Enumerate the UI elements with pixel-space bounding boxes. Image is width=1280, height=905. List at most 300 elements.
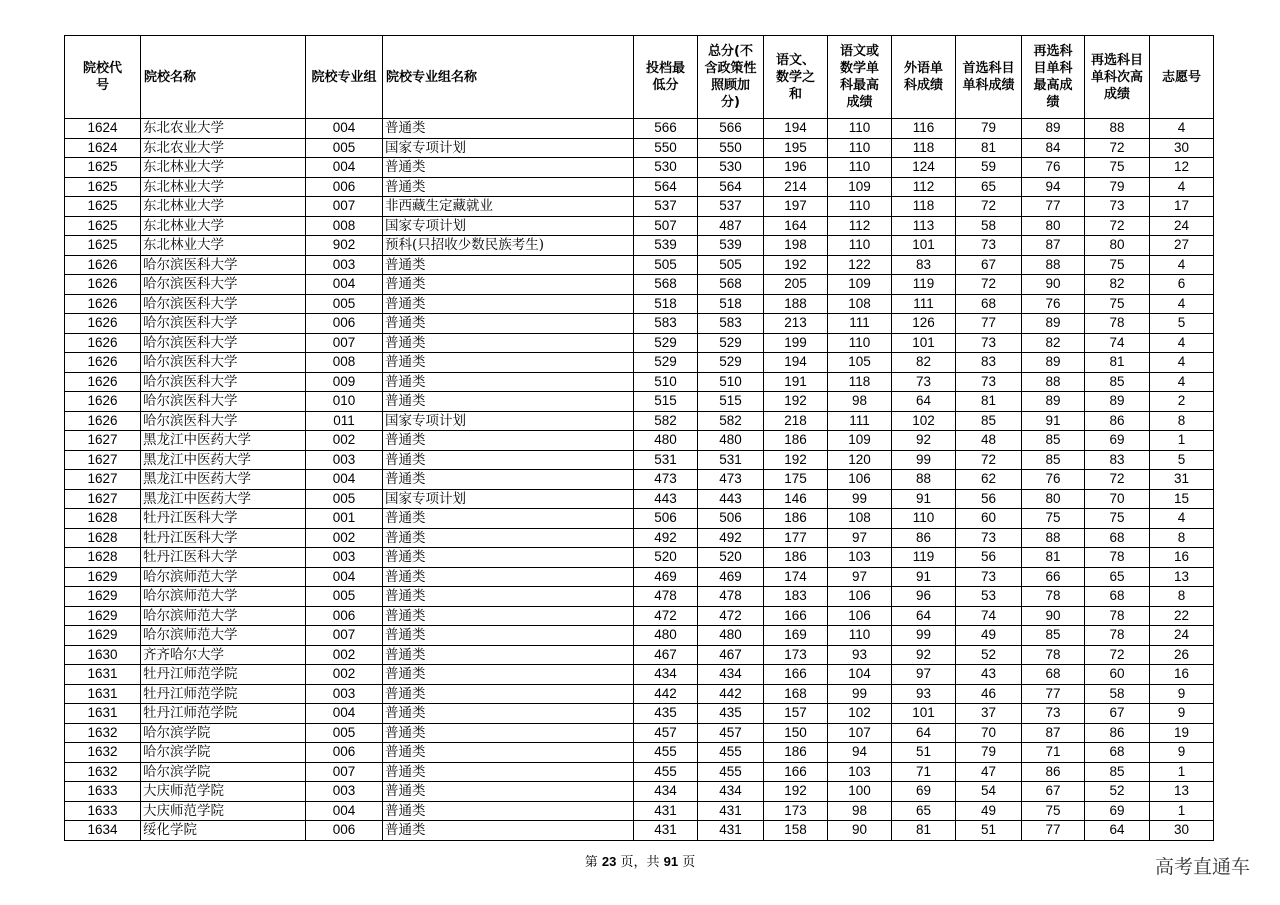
cell-major-group-name: 普通类	[383, 528, 634, 548]
cell-school-name: 东北林业大学	[141, 158, 306, 178]
cell-reselect-second: 72	[1085, 470, 1150, 490]
cell-school-code: 1629	[65, 606, 141, 626]
table-row	[65, 470, 1214, 490]
table-row	[65, 431, 1214, 451]
table-row	[65, 606, 1214, 626]
cell-school-name: 牡丹江医科大学	[141, 528, 306, 548]
cell-min-score: 531	[634, 450, 698, 470]
cell-foreign-language: 126	[892, 314, 956, 334]
cell-preference-number: 12	[1150, 158, 1214, 178]
cell-preference-number: 16	[1150, 548, 1214, 568]
cell-single-subject-max: 104	[828, 665, 892, 685]
cell-chinese-math-sum: 205	[764, 275, 828, 295]
cell-chinese-math-sum: 146	[764, 489, 828, 509]
cell-major-group: 003	[306, 450, 383, 470]
cell-school-name: 哈尔滨师范大学	[141, 626, 306, 646]
cell-preference-number: 6	[1150, 275, 1214, 295]
cell-preference-number: 22	[1150, 606, 1214, 626]
cell-foreign-language: 65	[892, 801, 956, 821]
cell-total-score: 505	[698, 255, 764, 275]
cell-major-group: 008	[306, 216, 383, 236]
cell-reselect-max: 77	[1022, 821, 1085, 841]
cell-reselect-max: 71	[1022, 743, 1085, 763]
header-reselect-second: 再选科目单科次高成绩	[1085, 36, 1150, 119]
cell-major-group-name: 普通类	[383, 548, 634, 568]
cell-major-group: 006	[306, 606, 383, 626]
footer-prefix: 第	[584, 855, 598, 870]
cell-reselect-max: 86	[1022, 762, 1085, 782]
cell-reselect-max: 76	[1022, 294, 1085, 314]
cell-reselect-second: 58	[1085, 684, 1150, 704]
cell-min-score: 431	[634, 801, 698, 821]
cell-single-subject-max: 99	[828, 684, 892, 704]
cell-preference-number: 1	[1150, 431, 1214, 451]
cell-foreign-language: 73	[892, 372, 956, 392]
cell-major-group-name: 国家专项计划	[383, 138, 634, 158]
cell-preference-number: 2	[1150, 392, 1214, 412]
cell-foreign-language: 119	[892, 275, 956, 295]
header-preference-number: 志愿号	[1150, 36, 1214, 119]
cell-total-score: 443	[698, 489, 764, 509]
cell-chinese-math-sum: 214	[764, 177, 828, 197]
cell-preference-number: 9	[1150, 684, 1214, 704]
cell-min-score: 472	[634, 606, 698, 626]
cell-major-group-name: 普通类	[383, 782, 634, 802]
cell-reselect-second: 79	[1085, 177, 1150, 197]
cell-preference-number: 13	[1150, 567, 1214, 587]
cell-major-group: 005	[306, 723, 383, 743]
cell-foreign-language: 99	[892, 450, 956, 470]
cell-foreign-language: 101	[892, 236, 956, 256]
cell-single-subject-max: 122	[828, 255, 892, 275]
cell-foreign-language: 112	[892, 177, 956, 197]
table-row	[65, 762, 1214, 782]
cell-reselect-second: 67	[1085, 704, 1150, 724]
cell-major-group-name: 普通类	[383, 684, 634, 704]
cell-foreign-language: 116	[892, 119, 956, 139]
cell-single-subject-max: 110	[828, 138, 892, 158]
cell-foreign-language: 88	[892, 470, 956, 490]
cell-school-name: 牡丹江师范学院	[141, 684, 306, 704]
cell-chinese-math-sum: 186	[764, 509, 828, 529]
table-row	[65, 138, 1214, 158]
cell-chinese-math-sum: 169	[764, 626, 828, 646]
cell-major-group: 007	[306, 626, 383, 646]
cell-min-score: 529	[634, 333, 698, 353]
cell-reselect-max: 89	[1022, 392, 1085, 412]
cell-preference-number: 1	[1150, 801, 1214, 821]
cell-reselect-second: 75	[1085, 294, 1150, 314]
cell-single-subject-max: 94	[828, 743, 892, 763]
cell-min-score: 442	[634, 684, 698, 704]
header-total-score: 总分(不含政策性照顾加分)	[698, 36, 764, 119]
cell-reselect-max: 94	[1022, 177, 1085, 197]
table-row	[65, 333, 1214, 353]
admission-score-table	[64, 35, 1214, 841]
cell-first-choice-subject: 53	[956, 587, 1022, 607]
cell-foreign-language: 86	[892, 528, 956, 548]
cell-reselect-second: 75	[1085, 509, 1150, 529]
cell-foreign-language: 91	[892, 489, 956, 509]
cell-reselect-second: 86	[1085, 411, 1150, 431]
cell-major-group: 007	[306, 333, 383, 353]
cell-min-score: 506	[634, 509, 698, 529]
cell-reselect-max: 77	[1022, 684, 1085, 704]
cell-major-group: 007	[306, 762, 383, 782]
cell-chinese-math-sum: 192	[764, 392, 828, 412]
cell-single-subject-max: 109	[828, 431, 892, 451]
cell-school-code: 1626	[65, 294, 141, 314]
cell-reselect-max: 82	[1022, 333, 1085, 353]
cell-min-score: 443	[634, 489, 698, 509]
cell-school-name: 哈尔滨医科大学	[141, 314, 306, 334]
cell-total-score: 467	[698, 645, 764, 665]
cell-total-score: 529	[698, 353, 764, 373]
cell-chinese-math-sum: 173	[764, 645, 828, 665]
cell-preference-number: 16	[1150, 665, 1214, 685]
table-row	[65, 528, 1214, 548]
cell-first-choice-subject: 74	[956, 606, 1022, 626]
cell-reselect-max: 80	[1022, 216, 1085, 236]
cell-reselect-max: 88	[1022, 528, 1085, 548]
cell-school-code: 1627	[65, 431, 141, 451]
cell-major-group: 006	[306, 821, 383, 841]
cell-school-code: 1630	[65, 645, 141, 665]
cell-preference-number: 24	[1150, 216, 1214, 236]
cell-school-code: 1627	[65, 470, 141, 490]
table-row	[65, 158, 1214, 178]
table-row	[65, 665, 1214, 685]
header-foreign-language: 外语单科成绩	[892, 36, 956, 119]
table-row	[65, 587, 1214, 607]
cell-chinese-math-sum: 157	[764, 704, 828, 724]
cell-school-name: 哈尔滨医科大学	[141, 333, 306, 353]
cell-major-group: 005	[306, 587, 383, 607]
cell-foreign-language: 64	[892, 606, 956, 626]
cell-reselect-max: 75	[1022, 509, 1085, 529]
cell-first-choice-subject: 73	[956, 528, 1022, 548]
table-row	[65, 216, 1214, 236]
cell-reselect-max: 90	[1022, 606, 1085, 626]
cell-first-choice-subject: 49	[956, 626, 1022, 646]
cell-total-score: 478	[698, 587, 764, 607]
cell-chinese-math-sum: 175	[764, 470, 828, 490]
cell-chinese-math-sum: 198	[764, 236, 828, 256]
cell-foreign-language: 92	[892, 431, 956, 451]
cell-total-score: 518	[698, 294, 764, 314]
cell-single-subject-max: 98	[828, 392, 892, 412]
cell-total-score: 469	[698, 567, 764, 587]
cell-school-name: 绥化学院	[141, 821, 306, 841]
cell-chinese-math-sum: 158	[764, 821, 828, 841]
cell-reselect-max: 78	[1022, 587, 1085, 607]
cell-chinese-math-sum: 183	[764, 587, 828, 607]
watermark-text: 高考直通车	[1154, 856, 1250, 878]
cell-foreign-language: 97	[892, 665, 956, 685]
cell-preference-number: 24	[1150, 626, 1214, 646]
cell-single-subject-max: 108	[828, 294, 892, 314]
cell-reselect-max: 78	[1022, 645, 1085, 665]
cell-first-choice-subject: 47	[956, 762, 1022, 782]
cell-school-code: 1625	[65, 216, 141, 236]
cell-preference-number: 4	[1150, 119, 1214, 139]
cell-major-group-name: 普通类	[383, 567, 634, 587]
cell-major-group-name: 普通类	[383, 392, 634, 412]
cell-single-subject-max: 97	[828, 567, 892, 587]
cell-reselect-second: 68	[1085, 528, 1150, 548]
cell-single-subject-max: 108	[828, 509, 892, 529]
cell-major-group-name: 普通类	[383, 353, 634, 373]
cell-first-choice-subject: 77	[956, 314, 1022, 334]
cell-min-score: 582	[634, 411, 698, 431]
cell-preference-number: 4	[1150, 255, 1214, 275]
cell-school-name: 东北林业大学	[141, 197, 306, 217]
cell-reselect-max: 89	[1022, 353, 1085, 373]
cell-school-code: 1626	[65, 372, 141, 392]
cell-chinese-math-sum: 150	[764, 723, 828, 743]
cell-school-name: 牡丹江师范学院	[141, 665, 306, 685]
cell-school-code: 1633	[65, 782, 141, 802]
cell-chinese-math-sum: 188	[764, 294, 828, 314]
cell-major-group: 006	[306, 177, 383, 197]
cell-reselect-max: 85	[1022, 450, 1085, 470]
cell-school-code: 1631	[65, 704, 141, 724]
cell-school-code: 1624	[65, 138, 141, 158]
cell-min-score: 480	[634, 626, 698, 646]
cell-min-score: 537	[634, 197, 698, 217]
cell-school-name: 牡丹江师范学院	[141, 704, 306, 724]
cell-preference-number: 1	[1150, 762, 1214, 782]
cell-school-code: 1629	[65, 626, 141, 646]
table-row	[65, 489, 1214, 509]
cell-foreign-language: 51	[892, 743, 956, 763]
cell-major-group: 005	[306, 138, 383, 158]
cell-major-group-name: 普通类	[383, 255, 634, 275]
cell-school-code: 1627	[65, 450, 141, 470]
cell-min-score: 431	[634, 821, 698, 841]
cell-major-group-name: 非西藏生定藏就业	[383, 197, 634, 217]
cell-chinese-math-sum: 186	[764, 548, 828, 568]
cell-major-group: 005	[306, 489, 383, 509]
cell-reselect-second: 60	[1085, 665, 1150, 685]
table-row	[65, 548, 1214, 568]
cell-preference-number: 17	[1150, 197, 1214, 217]
cell-major-group-name: 普通类	[383, 294, 634, 314]
cell-major-group: 011	[306, 411, 383, 431]
cell-preference-number: 4	[1150, 372, 1214, 392]
cell-single-subject-max: 100	[828, 782, 892, 802]
cell-preference-number: 8	[1150, 587, 1214, 607]
cell-min-score: 539	[634, 236, 698, 256]
cell-major-group: 006	[306, 314, 383, 334]
cell-foreign-language: 111	[892, 294, 956, 314]
cell-major-group: 004	[306, 567, 383, 587]
cell-single-subject-max: 90	[828, 821, 892, 841]
cell-school-name: 黑龙江中医药大学	[141, 431, 306, 451]
cell-major-group-name: 普通类	[383, 821, 634, 841]
cell-chinese-math-sum: 166	[764, 762, 828, 782]
cell-min-score: 566	[634, 119, 698, 139]
cell-min-score: 520	[634, 548, 698, 568]
cell-major-group-name: 普通类	[383, 665, 634, 685]
cell-reselect-max: 80	[1022, 489, 1085, 509]
cell-single-subject-max: 110	[828, 158, 892, 178]
cell-foreign-language: 99	[892, 626, 956, 646]
cell-major-group: 002	[306, 645, 383, 665]
cell-foreign-language: 64	[892, 723, 956, 743]
cell-min-score: 467	[634, 645, 698, 665]
cell-min-score: 435	[634, 704, 698, 724]
cell-min-score: 515	[634, 392, 698, 412]
cell-total-score: 582	[698, 411, 764, 431]
cell-reselect-second: 69	[1085, 801, 1150, 821]
cell-school-name: 牡丹江医科大学	[141, 548, 306, 568]
table-row	[65, 626, 1214, 646]
cell-total-score: 539	[698, 236, 764, 256]
page-footer	[0, 851, 1280, 870]
table-header-row	[65, 36, 1214, 119]
cell-first-choice-subject: 72	[956, 197, 1022, 217]
table-row	[65, 197, 1214, 217]
cell-first-choice-subject: 73	[956, 567, 1022, 587]
cell-major-group-name: 普通类	[383, 587, 634, 607]
cell-foreign-language: 101	[892, 333, 956, 353]
cell-reselect-max: 84	[1022, 138, 1085, 158]
cell-major-group-name: 国家专项计划	[383, 489, 634, 509]
cell-school-code: 1626	[65, 411, 141, 431]
cell-first-choice-subject: 81	[956, 392, 1022, 412]
cell-foreign-language: 93	[892, 684, 956, 704]
cell-school-name: 东北林业大学	[141, 177, 306, 197]
cell-major-group-name: 普通类	[383, 801, 634, 821]
cell-preference-number: 8	[1150, 411, 1214, 431]
cell-preference-number: 4	[1150, 294, 1214, 314]
cell-reselect-second: 78	[1085, 626, 1150, 646]
cell-first-choice-subject: 37	[956, 704, 1022, 724]
table-row	[65, 782, 1214, 802]
cell-reselect-max: 89	[1022, 119, 1085, 139]
cell-major-group-name: 普通类	[383, 314, 634, 334]
cell-reselect-max: 90	[1022, 275, 1085, 295]
cell-reselect-second: 52	[1085, 782, 1150, 802]
cell-first-choice-subject: 65	[956, 177, 1022, 197]
cell-major-group: 003	[306, 548, 383, 568]
cell-preference-number: 15	[1150, 489, 1214, 509]
cell-first-choice-subject: 58	[956, 216, 1022, 236]
cell-total-score: 506	[698, 509, 764, 529]
cell-preference-number: 5	[1150, 450, 1214, 470]
cell-total-score: 529	[698, 333, 764, 353]
cell-reselect-max: 73	[1022, 704, 1085, 724]
cell-major-group-name: 普通类	[383, 450, 634, 470]
cell-single-subject-max: 110	[828, 626, 892, 646]
table-row	[65, 236, 1214, 256]
cell-major-group: 004	[306, 801, 383, 821]
cell-major-group-name: 普通类	[383, 177, 634, 197]
table-row	[65, 177, 1214, 197]
cell-reselect-max: 91	[1022, 411, 1085, 431]
cell-total-score: 455	[698, 743, 764, 763]
cell-reselect-second: 85	[1085, 762, 1150, 782]
cell-min-score: 455	[634, 762, 698, 782]
cell-chinese-math-sum: 194	[764, 353, 828, 373]
cell-total-score: 537	[698, 197, 764, 217]
cell-first-choice-subject: 43	[956, 665, 1022, 685]
cell-school-name: 哈尔滨学院	[141, 762, 306, 782]
cell-first-choice-subject: 68	[956, 294, 1022, 314]
cell-chinese-math-sum: 177	[764, 528, 828, 548]
cell-single-subject-max: 109	[828, 275, 892, 295]
cell-major-group-name: 普通类	[383, 119, 634, 139]
header-min-score: 投档最低分	[634, 36, 698, 119]
cell-school-name: 东北林业大学	[141, 216, 306, 236]
cell-reselect-second: 69	[1085, 431, 1150, 451]
cell-major-group: 003	[306, 255, 383, 275]
cell-reselect-second: 72	[1085, 138, 1150, 158]
header-school-code: 院校代号	[65, 36, 141, 119]
cell-major-group: 004	[306, 119, 383, 139]
footer-total-pages: 91	[663, 854, 679, 869]
cell-first-choice-subject: 73	[956, 372, 1022, 392]
cell-total-score: 442	[698, 684, 764, 704]
cell-reselect-max: 89	[1022, 314, 1085, 334]
cell-foreign-language: 64	[892, 392, 956, 412]
cell-total-score: 566	[698, 119, 764, 139]
cell-school-code: 1625	[65, 158, 141, 178]
cell-reselect-max: 76	[1022, 158, 1085, 178]
cell-first-choice-subject: 72	[956, 450, 1022, 470]
cell-chinese-math-sum: 186	[764, 743, 828, 763]
table-row	[65, 567, 1214, 587]
cell-major-group-name: 普通类	[383, 704, 634, 724]
cell-school-code: 1626	[65, 275, 141, 295]
header-school-name: 院校名称	[141, 36, 306, 119]
cell-foreign-language: 124	[892, 158, 956, 178]
cell-reselect-max: 66	[1022, 567, 1085, 587]
cell-total-score: 487	[698, 216, 764, 236]
cell-school-name: 齐齐哈尔大学	[141, 645, 306, 665]
cell-single-subject-max: 120	[828, 450, 892, 470]
cell-foreign-language: 92	[892, 645, 956, 665]
cell-school-code: 1631	[65, 665, 141, 685]
cell-total-score: 531	[698, 450, 764, 470]
table-row	[65, 353, 1214, 373]
cell-reselect-second: 73	[1085, 197, 1150, 217]
cell-first-choice-subject: 73	[956, 333, 1022, 353]
cell-chinese-math-sum: 166	[764, 665, 828, 685]
cell-school-code: 1625	[65, 197, 141, 217]
cell-reselect-second: 80	[1085, 236, 1150, 256]
cell-single-subject-max: 103	[828, 762, 892, 782]
header-major-group-name: 院校专业组名称	[383, 36, 634, 119]
cell-single-subject-max: 109	[828, 177, 892, 197]
cell-total-score: 550	[698, 138, 764, 158]
cell-chinese-math-sum: 186	[764, 431, 828, 451]
cell-total-score: 568	[698, 275, 764, 295]
cell-single-subject-max: 110	[828, 236, 892, 256]
cell-reselect-second: 65	[1085, 567, 1150, 587]
cell-major-group: 902	[306, 236, 383, 256]
cell-total-score: 434	[698, 665, 764, 685]
cell-major-group-name: 普通类	[383, 723, 634, 743]
cell-reselect-second: 68	[1085, 587, 1150, 607]
cell-major-group-name: 普通类	[383, 470, 634, 490]
cell-school-code: 1628	[65, 548, 141, 568]
cell-min-score: 510	[634, 372, 698, 392]
cell-chinese-math-sum: 194	[764, 119, 828, 139]
cell-total-score: 492	[698, 528, 764, 548]
cell-school-code: 1626	[65, 255, 141, 275]
